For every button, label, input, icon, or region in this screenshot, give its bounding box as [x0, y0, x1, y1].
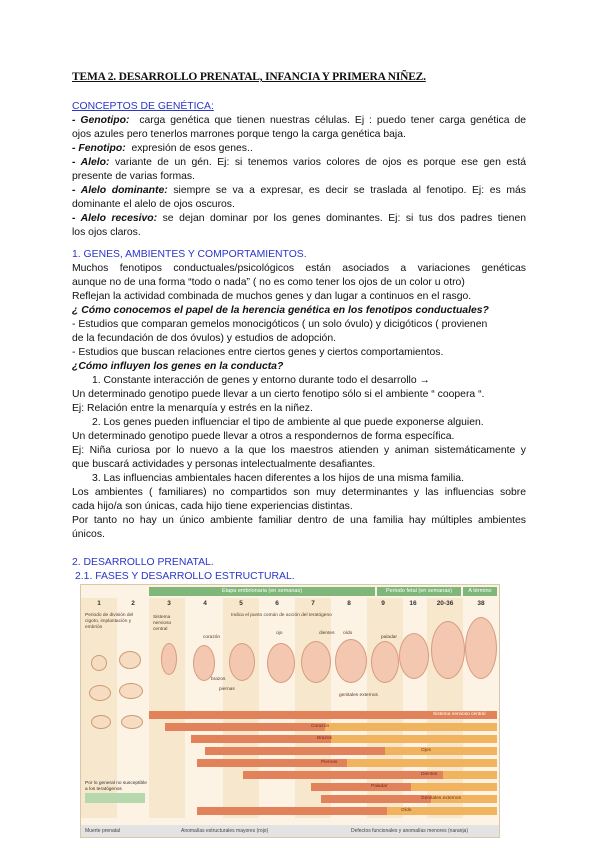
bar-eyes-label: Ojos — [421, 748, 431, 753]
section-1-p1-line-1: Muchos fenotipos conductuales/psicológicos están asociados a variaciones genéticas — [72, 263, 526, 274]
concepts-block — [72, 100, 526, 240]
q1-answer-b: - Estudios que buscan relaciones entre ciertos genes y ciertos comportamientos. — [72, 347, 444, 358]
footer-prenatal-death: Muerte prenatal — [85, 828, 121, 834]
section-2-subheading: 2.1. FASES Y DESARROLLO ESTRUCTURAL. — [75, 571, 295, 582]
week-20-36-label: 20-36 — [436, 600, 454, 607]
recessive-def-1: se dejan dominar por los genes dominantes. Ej: si tus dos padres tienen — [162, 213, 526, 224]
allele-def-2: presente de varias formas. — [72, 171, 196, 182]
bar-palate-label: Paladar — [371, 784, 388, 789]
teeth-label: dientes — [319, 631, 335, 636]
dominant-def-2: dominante el alelo de ojos oscuros. — [72, 199, 235, 210]
phenotype-term: - Fenotipo: — [72, 143, 126, 154]
fetal-period-header: Periodo fetal (en semanas) — [377, 587, 461, 596]
week-5-label: 5 — [239, 600, 243, 607]
eye-label: ojo — [276, 631, 283, 636]
arms-label: brazos — [211, 677, 226, 682]
bar-genitals-label: Genitales externos — [421, 796, 461, 801]
bar-teeth-label: Dientes — [421, 772, 438, 777]
week-8-label: 8 — [347, 600, 351, 607]
genotype-def-1: carga genética que tienen nuestras células. Ej : puedo tener carga genética de — [139, 115, 526, 126]
influence-2-a: Un determinado genotipo puede llevar a otros a respondernos de forma específica. — [72, 431, 455, 442]
influence-3-b-line-2: únicos. — [72, 529, 105, 540]
not-susceptible-arrow — [85, 793, 145, 803]
genotype-def-2: ojos azules pero tenerlos marrones porque tengo la carga genética baja. — [72, 129, 406, 140]
early-period-label: Periodo de división del cigoto, implantación y embrión — [85, 613, 134, 630]
bar-ear-label: Oído — [401, 808, 412, 813]
footer-major-anomalies: Anomalías estructurales mayores (rojo) — [181, 828, 269, 834]
influence-3-b-line-1: Por tanto no hay un único ambiente familiar dentro de una familia hay múltiples ambientes — [72, 515, 526, 526]
q1-answer-a-line-2: de la fecundación de dos óvulos) y estudios de adopción. — [72, 333, 336, 344]
bar-cns-label: Sistema nervioso central — [433, 712, 486, 717]
influence-2: 2. Los genes pueden influenciar el tipo de ambiente al que puede exponerse alguien. — [92, 417, 484, 428]
week-38-label: 38 — [477, 600, 485, 607]
section-1-block — [72, 248, 526, 542]
influence-3: 3. Las influencias ambientales hacen diferentes a los hijos de una misma familia. — [92, 473, 464, 484]
ear-label: oído — [343, 631, 353, 636]
influence-1-a: Un determinado genotipo puede llevar a un cierto fenotipo sólo si el ambiente “ coopera “. — [72, 389, 485, 400]
week-6-label: 6 — [275, 600, 279, 607]
palate-label: paladar — [381, 635, 398, 640]
week-16-label: 16 — [409, 600, 417, 607]
question-2: ¿Cómo influyen los genes en la conducta? — [72, 361, 284, 372]
influence-3-a-line-1: Los ambientes ( familiares) no compartidos son muy determinantes y las influencias sobre — [72, 487, 526, 498]
question-1: ¿ Cómo conocemos el papel de la herencia genética en los fenotipos conductuales? — [72, 305, 489, 316]
prenatal-development-figure — [80, 584, 500, 838]
dominant-term: - Alelo dominante: — [72, 185, 168, 196]
section-1-heading: 1. GENES, AMBIENTES Y COMPORTAMIENTOS. — [72, 249, 307, 260]
week-4-label: 4 — [203, 600, 207, 607]
week-7-label: 7 — [311, 600, 315, 607]
not-susceptible-label: Por lo general no susceptible a los teratógenos — [85, 781, 147, 792]
week-9-label: 9 — [381, 600, 385, 607]
q1-answer-a-line-1: - Estudios que comparan gemelos monocigóticos ( un solo óvulo) y dicigóticos ( provienen — [72, 319, 488, 330]
teratogen-note: Indica el punto común de acción del teratógeno — [231, 613, 332, 618]
document-title: TEMA 2. DESARROLLO PRENATAL, INFANCIA Y PRIMERA NIÑEZ. — [72, 71, 426, 83]
week-2-label: 2 — [131, 600, 135, 607]
legs-label: piernas — [219, 687, 235, 692]
bar-legs-label: Piernas — [321, 760, 338, 765]
heart-label: corazón — [203, 635, 221, 640]
allele-def-1: variante de un gén. Ej: si tenemos varios colores de ojos es porque ese gen está — [114, 157, 526, 168]
dominant-def-1: siempre se va a expresar, es decir se traslada al fenotipo. Ej: es más — [173, 185, 526, 196]
influence-3-a-line-2: cada hijo/a son únicas, cada hijo tiene experiencias distintas. — [72, 501, 353, 512]
figure-footer — [81, 825, 499, 837]
section-2-heading: 2. DESARROLLO PRENATAL. — [72, 557, 214, 568]
week-1-label: 1 — [97, 600, 101, 607]
section-1-p1-line-3: Reflejan la actividad combinada de muchos genes y dan lugar a continuos en el rasgo. — [72, 291, 472, 302]
section-1-p1-line-2: aunque no de una forma “todo o nada” ( no es como tener los ojos de un color u otro) — [72, 277, 465, 288]
cns-label: Sistema nervioso central — [153, 615, 172, 632]
influence-2-b-line-2: que buscará actividades y personas intelectualmente desafiantes. — [72, 459, 376, 470]
allele-term: - Alelo: — [72, 157, 110, 168]
influence-1-b: Ej: Relación entre la menarquía y estrés en la niñez. — [72, 403, 313, 414]
embryonic-stage-header: Etapa embrionaria (en semanas) — [149, 587, 375, 596]
bar-heart-label: Corazón — [311, 724, 330, 729]
phenotype-def: expresión de esos genes.. — [131, 143, 253, 154]
full-term-header: A término — [463, 587, 497, 596]
recessive-def-2: los ojos claros. — [72, 227, 141, 238]
week-3-label: 3 — [167, 600, 171, 607]
influence-2-b-line-1: Ej: Niña curiosa por lo nuevo a la que los maestros atienden y animan sistemáticamente y — [72, 445, 526, 456]
bar-arms-label: Brazos — [317, 736, 332, 741]
footer-minor-anomalies: Defectos funcionales y anomalías menores (naranja) — [351, 828, 469, 834]
influence-1: 1. Constante interacción de genes y entorno durante todo el desarrollo → — [92, 375, 430, 386]
recessive-term: - Alelo recesivo: — [72, 213, 158, 224]
genitals-label: genitales externos — [339, 693, 378, 698]
genotype-term: - Genotipo: — [72, 115, 130, 126]
concepts-heading: CONCEPTOS DE GENÉTICA: — [72, 101, 214, 112]
section-2-block — [72, 556, 526, 584]
